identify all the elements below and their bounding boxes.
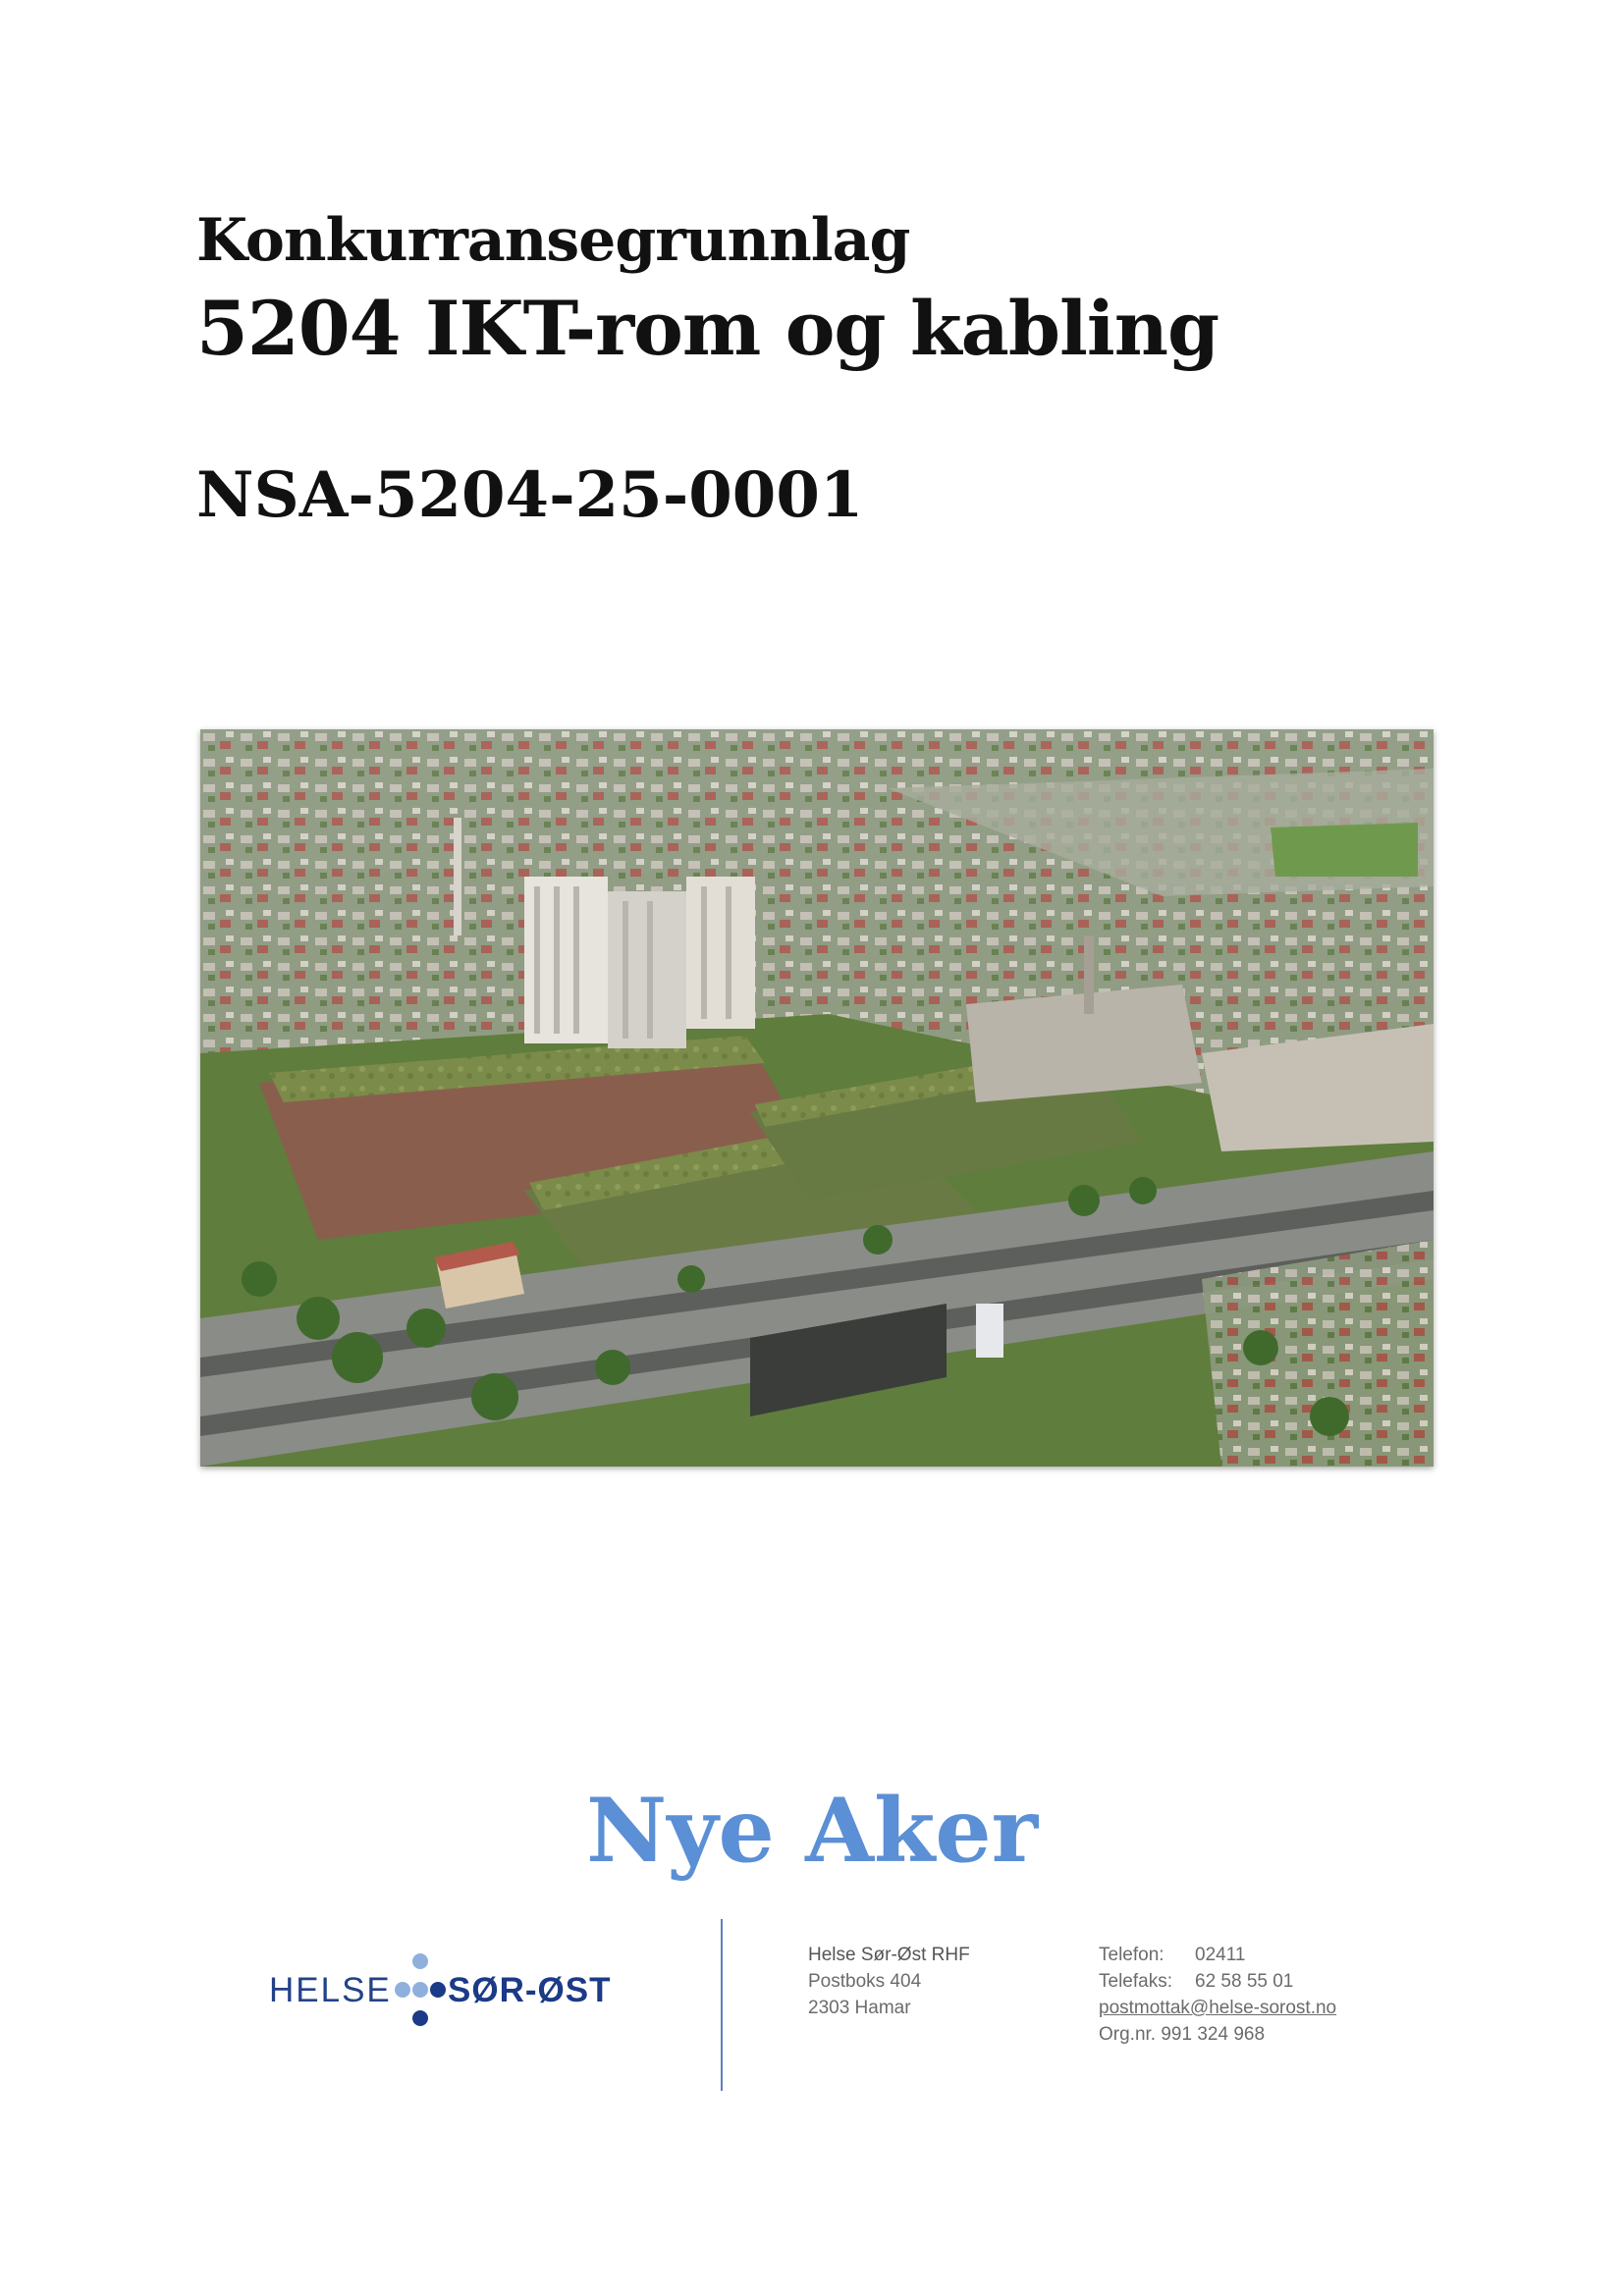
fax-row	[1099, 1968, 1336, 1995]
document-number: NSA-5204-25-0001	[196, 458, 864, 532]
phone-label: Telefon:	[1099, 1945, 1164, 1965]
phone-value: 02411	[1195, 1945, 1246, 1965]
logo-word-sor-ost: SØR-ØST	[448, 1971, 612, 2009]
logo-cross-icon	[395, 1951, 446, 2030]
document-title: Konkurransegrunnlag	[196, 206, 910, 275]
document-subtitle: 5204 IKT-rom og kabling	[196, 285, 1219, 372]
footer-divider	[721, 1919, 723, 2091]
org-number: Org.nr. 991 324 968	[1099, 2024, 1266, 2045]
logo-word-helse: HELSE	[269, 1971, 392, 2009]
organization-name: Helse Sør-Øst RHF	[808, 1945, 970, 1965]
fax-value: 62 58 55 01	[1195, 1971, 1294, 1992]
email-link[interactable]: postmottak@helse-sorost.no	[1099, 1998, 1337, 2018]
contact-address-block	[808, 1942, 970, 2021]
helse-sor-ost-logo	[269, 1951, 662, 2030]
contact-details-block	[1099, 1942, 1336, 2048]
fax-label: Telefaks:	[1099, 1971, 1172, 1992]
phone-row	[1099, 1942, 1336, 1968]
cover-aerial-illustration	[200, 729, 1434, 1467]
address-line-1: Postboks 404	[808, 1971, 922, 1992]
address-line-2: 2303 Hamar	[808, 1998, 911, 2018]
project-name: Nye Aker	[585, 1779, 1039, 1883]
